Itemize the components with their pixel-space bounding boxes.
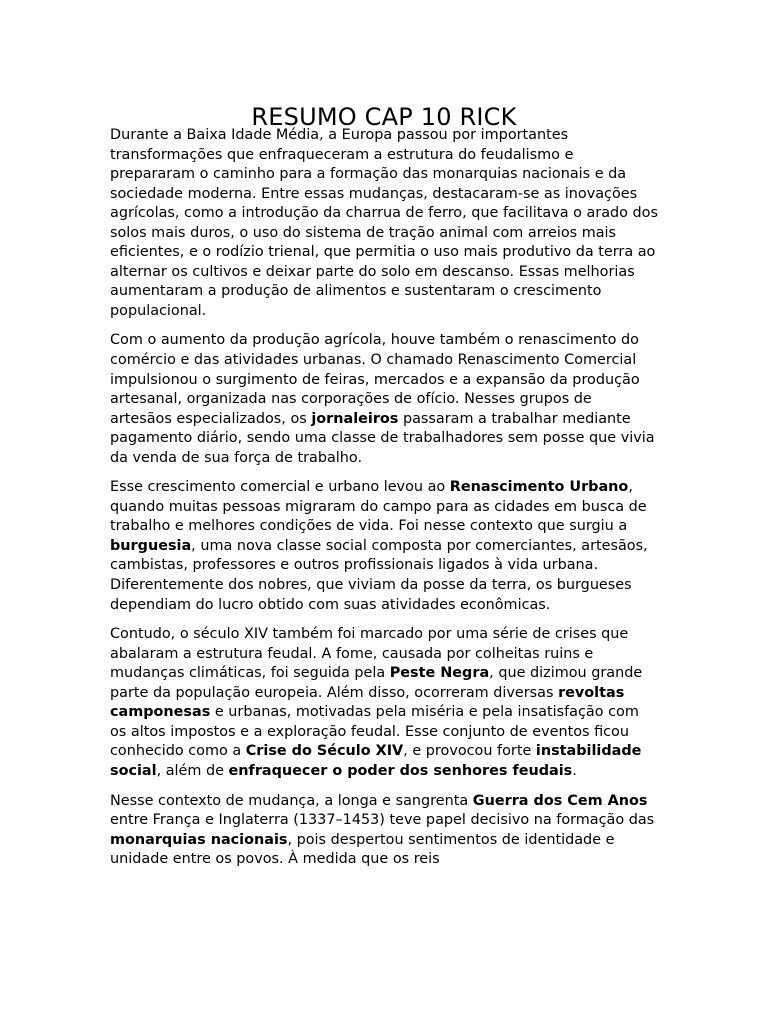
bold-text: monarquias nacionais — [110, 831, 288, 848]
text-run: Nesse contexto de mudança, a longa e sangrenta — [110, 792, 473, 809]
text-run: Durante a Baixa Idade Média, a Europa passou por importantes transformações que enfraqueceram a estrutura do feudalismo e prepararam o caminho para a formação das monarquias nacionais e da sociedade moderna. Entre essas mudanças, destacaram-se as inovações agrícolas, como a introdução da charrua de ferro, que facilitava o arado dos solos mais duros, o uso do sistema de tração animal com arreios mais eficientes, e o rodízio trienal, que permitia o uso mais produtivo da terra ao alternar os cultivos e deixar parte do solo em descanso. Essas melhorias aumentaram a produção de alimentos e sustentaram o crescimento populacional. — [110, 127, 658, 319]
paragraph — [110, 126, 658, 321]
document-body — [110, 126, 658, 880]
text-run: , além de — [156, 762, 229, 779]
text-run: , que dizimou grande parte da população europeia. Além disso, ocorreram diversas — [110, 665, 643, 701]
bold-text: Peste Negra — [389, 665, 490, 682]
paragraph — [110, 792, 658, 870]
bold-text: jornaleiros — [311, 410, 399, 427]
text-run: Com o aumento da produção agrícola, houve também o renascimento do comércio e das atividades urbanas. O chamado Renascimento Comercial impulsionou o surgimento de feiras, mercados e a expansão da produção artesanal, organizada nas corporações de ofício. Nesses grupos de artesãos especializados, os — [110, 332, 640, 427]
paragraph — [110, 625, 658, 781]
text-run: . — [572, 762, 577, 779]
text-run: , e provocou forte — [403, 743, 536, 760]
text-run: , quando muitas pessoas migraram do campo para as cidades em busca de trabalho e melhores condições de vida. Foi nesse contexto que surgiu a — [110, 479, 647, 535]
bold-text: Guerra dos Cem Anos — [472, 792, 648, 809]
bold-text: revoltas camponesas — [110, 684, 625, 721]
bold-text: instabilidade social — [110, 743, 642, 779]
bold-text: enfraquecer o poder dos senhores feudais — [228, 762, 573, 779]
text-run: entre França e Inglaterra (1337–1453) teve papel decisivo na formação das — [110, 812, 655, 829]
paragraph — [110, 478, 658, 615]
bold-text: Crise do Século XIV — [245, 743, 404, 760]
text-run: Contudo, o século XIV também foi marcado por uma série de crises que abalaram a estrutura feudal. A fome, causada por colheitas ruins e mudanças climáticas, foi seguida pela — [110, 626, 629, 682]
text-run: passaram a trabalhar mediante pagamento diário, sendo uma classe de trabalhadores sem posse que vivia da venda de sua força de trabalho. — [110, 410, 655, 466]
paragraph — [110, 331, 658, 468]
bold-text: Renascimento Urbano — [449, 479, 629, 496]
bold-text: burguesia — [110, 537, 192, 554]
text-run: , pois despertou sentimentos de identidade e unidade entre os povos. À medida que os reis — [110, 831, 615, 868]
text-run: , uma nova classe social composta por comerciantes, artesãos, cambistas, professores e outros profissionais ligados à vida urbana. Diferentemente dos nobres, que viviam da posse da terra, os burgueses dependiam do lucro obtido com suas atividades econômicas. — [110, 537, 648, 613]
text-run: Esse crescimento comercial e urbano levou ao — [110, 479, 450, 496]
document-title: RESUMO CAP 10 RICK — [251, 103, 517, 132]
text-run: e urbanas, motivadas pela miséria e pela insatisfação com os altos impostos e a exploração feudal. Esse conjunto de eventos ficou conhecido como a — [110, 704, 639, 760]
